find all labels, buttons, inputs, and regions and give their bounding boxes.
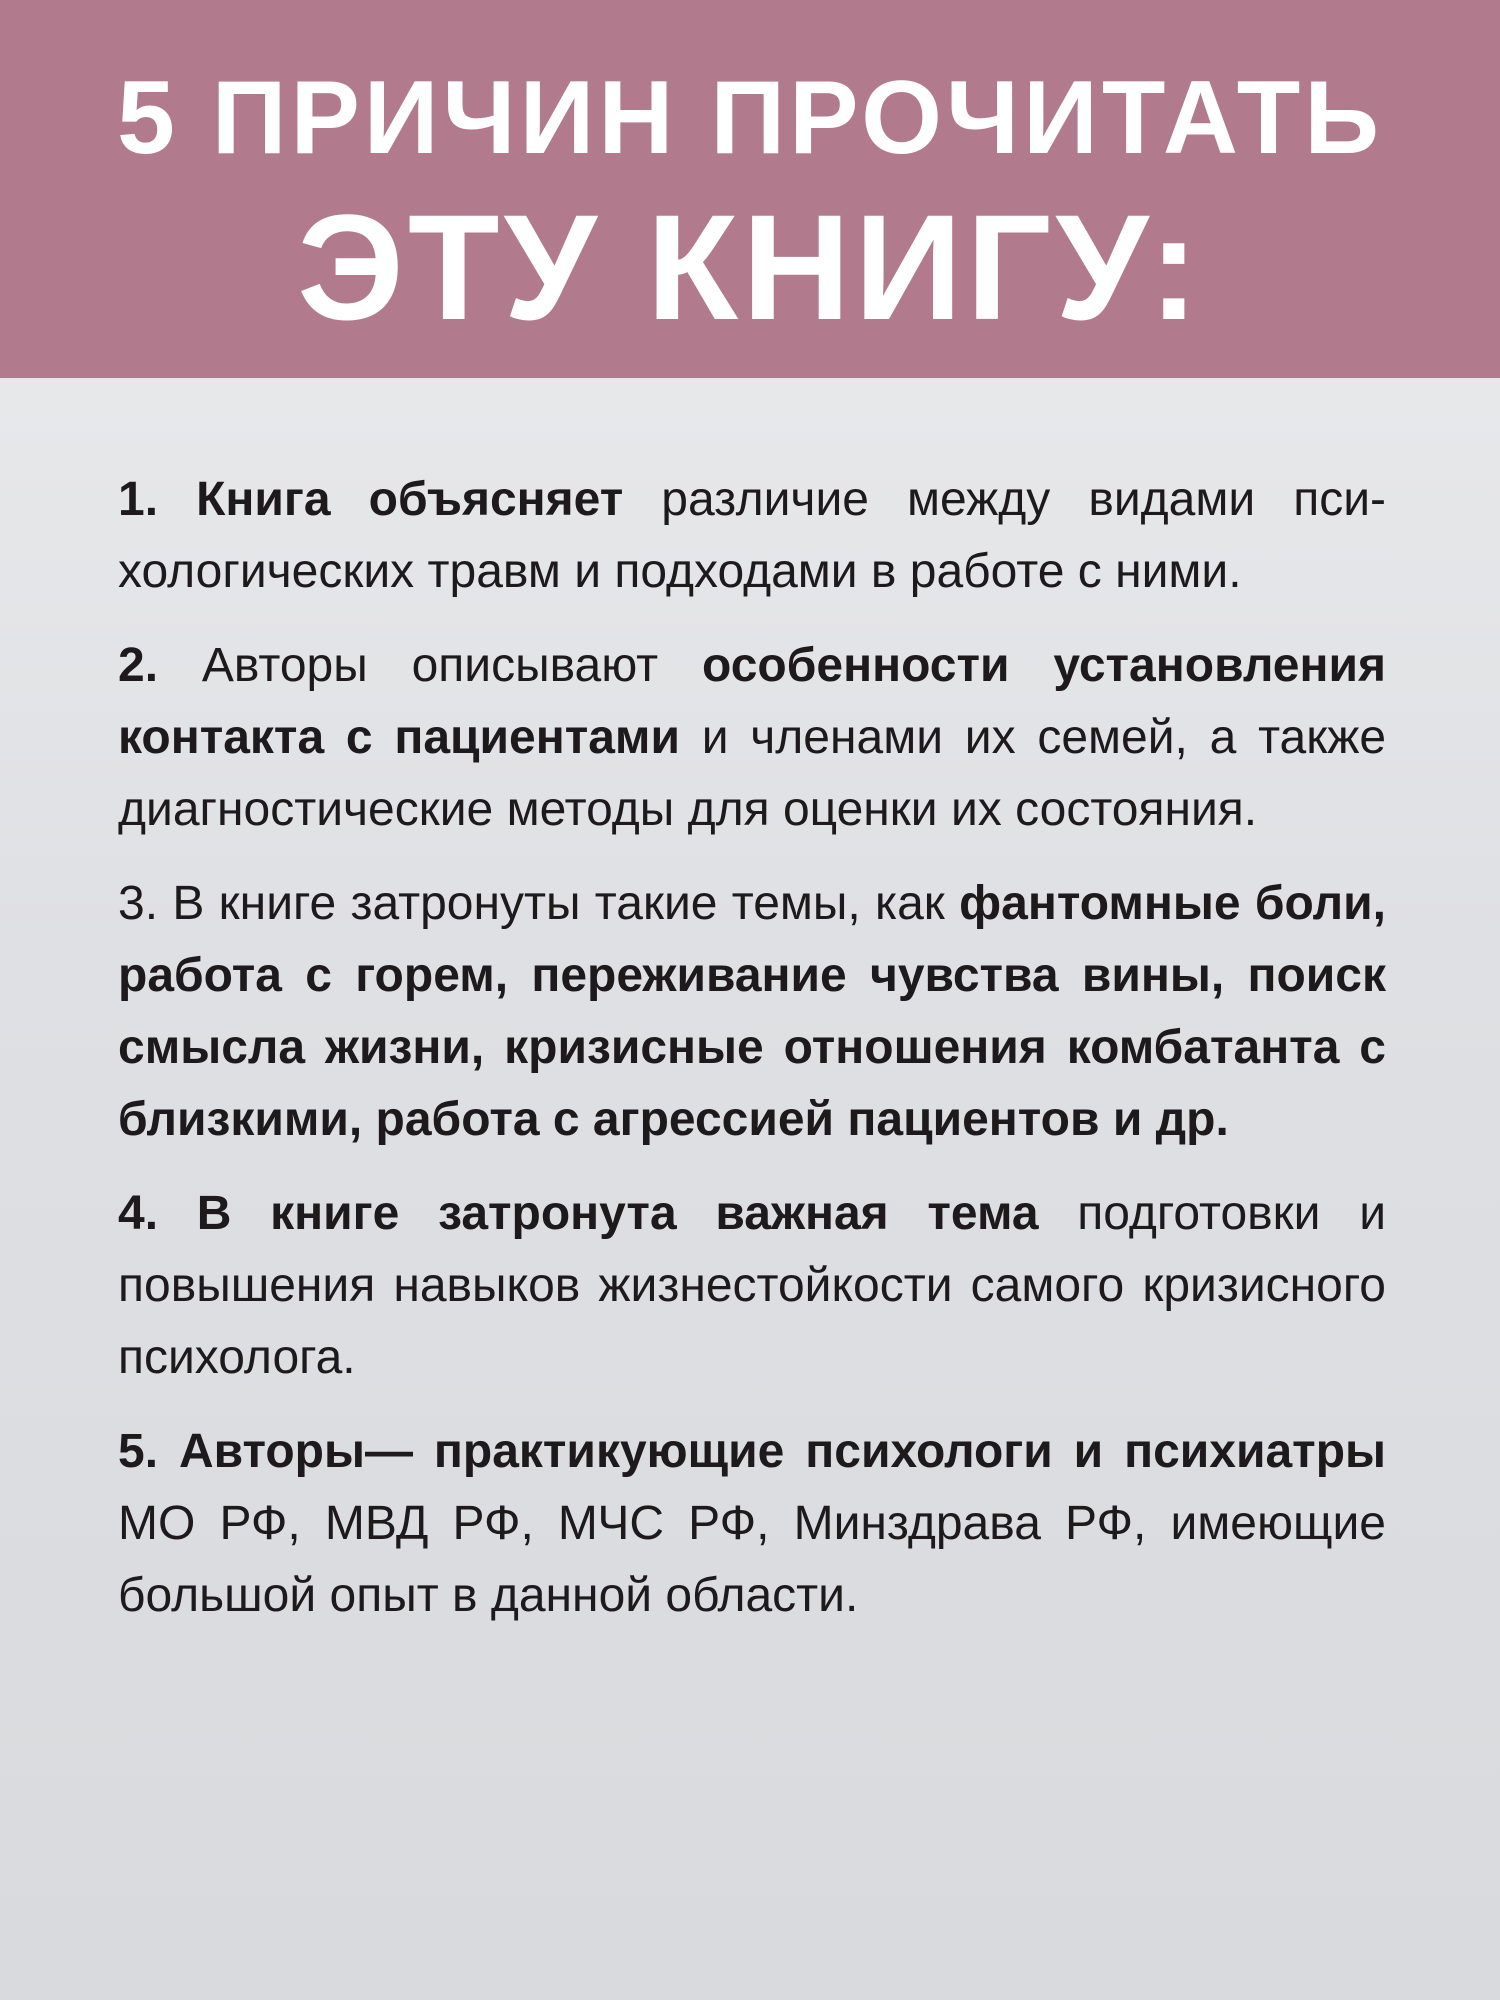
reason-3-text: 3. В книге затронуты такие темы, как [118, 877, 960, 930]
reason-4-text: подготовки и повышения навыков жизнестойкости самого кризисного психолога. [118, 1187, 1387, 1384]
reason-2-text-b: и членами их семей, а также диагностические методы для оценки их состояния. [118, 711, 1387, 836]
reason-5-bold: 5. Авторы— практикующие психологи и психиатры [118, 1425, 1386, 1478]
reason-4-bold: 4. В книге затронута важная тема [118, 1187, 1039, 1240]
reason-1 [118, 464, 1386, 608]
reasons-list [118, 464, 1386, 1654]
reason-5-text: МО РФ, МВД РФ, МЧС РФ, Минздрава РФ, имеющие большой опыт в данной области. [118, 1497, 1386, 1622]
reason-2 [118, 630, 1386, 846]
reason-2-number: 2. [118, 639, 159, 692]
reason-2-text-a: Авторы описывают [158, 639, 703, 692]
reason-5 [118, 1416, 1386, 1632]
reason-1-text: различие между видами психологических травм и подходами в работе с ними. [118, 473, 1386, 598]
reason-3 [118, 868, 1386, 1156]
page-title-line-1: 5 ПРИЧИН ПРОЧИТАТЬ [116, 60, 1384, 176]
reason-2-bold: особенности установления контакта с пациентами [118, 639, 1386, 764]
reason-1-bold: 1. Книга объясняет [118, 473, 624, 526]
page-title-line-2: ЭТУ КНИГУ: [297, 183, 1203, 351]
header-banner [0, 0, 1500, 378]
reason-3-bold: фантомные боли, работа с горем, переживание чувства вины, поиск смысла жизни, кризисные отношения комбатанта с близкими, работа с агрессией пациентов и др. [118, 877, 1386, 1146]
reason-4 [118, 1178, 1386, 1394]
content-area [0, 378, 1500, 2000]
